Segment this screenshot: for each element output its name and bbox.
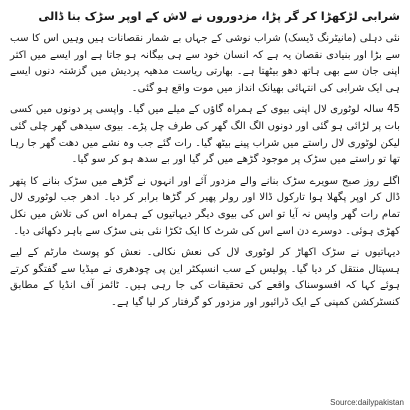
source-credit: Source:dailypakistan: [330, 398, 404, 407]
article-paragraph-4: دیہاتیوں نے سڑک اکھاڑ کر لوٹوری لال کی نعش نکالی۔ نعش کو پوسٹ مارٹم کے لیے ہسپتال منتقل کر دیا گیا۔ پولیس کے سب انسپکٹر این پی چودھری نے میڈیا سے گفتگو کرتے ہوئے کہا کہ افسوسناک واقعے کی تحقیقات کی جا رہی ہیں۔ ٹائمز آف انڈیا کے مطابق کنسٹرکشن کمپنی کے ایک ڈرائیور اور مزدور کو گرفتار کر لیا گیا ہے۔: [10, 247, 400, 308]
article-headline: شرابی لڑکھڑا کر گر پڑا، مزدوروں نے لاش کے اوپر سڑک بنا ڈالی: [38, 9, 400, 23]
article-paragraph-2: 45 سالہ لوٹوری لال اپنی بیوی کے ہمراہ گاؤں کے میلے میں گیا۔ واپسی پر دونوں میں کسی بات پر لڑائی ہو گئی اور دونوں الگ الگ گھر کی طرف چل پڑے۔ بیوی سیدھی گھر چلی گئی لیکن لوٹوری لال راستے میں شراب پینے بیٹھ گیا۔ رات گئے جب وہ نشے میں دھت گھر جا رہا تھا تو راستے میں سڑک پر موجود گڑھے میں گر گیا اور بے سدھ ہو کر سو گیا۔: [10, 104, 400, 166]
article-paragraph-1: نئی دہلی (مانیٹرنگ ڈیسک) شراب نوشی کے جہاں بے شمار نقصانات ہیں وہیں اس کا سب سے بڑا اور بنیادی نقصان یہ ہے کہ انسان خود سے ہی بیگانہ ہو جاتا ہے اور ایسے میں اکثر اپنی جان سے بھی ہاتھ دھو بیٹھتا ہے۔ بھارتی ریاست مدھیہ پردیش میں گزشتہ دنوں ایسے ہی ایک شرابی کی انتہائی بھیانک انداز میں موت واقع ہو گئی۔: [10, 33, 400, 94]
article-paragraph-3: اگلے روز صبح سویرے سڑک بنانے والے مزدور آئے اور انہوں نے گڑھے میں سڑک بنانے کا پتھر ڈال کر اوپر پگھلا ہوا تارکول ڈالا اور رولر پھیر کر گڑھا برابر کر دیا۔ ادھر جب لوٹوری لال تمام رات گھر واپس نہ آیا تو اس کی بیوی دیگر دیہاتیوں کے ہمراہ اس کی تلاش میں نکل کھڑی ہوئی۔ دوسرے دن اسے اس کی شرٹ کا ایک ٹکڑا نئی بنی سڑک سے باہر دکھائی دیا۔: [10, 175, 400, 237]
